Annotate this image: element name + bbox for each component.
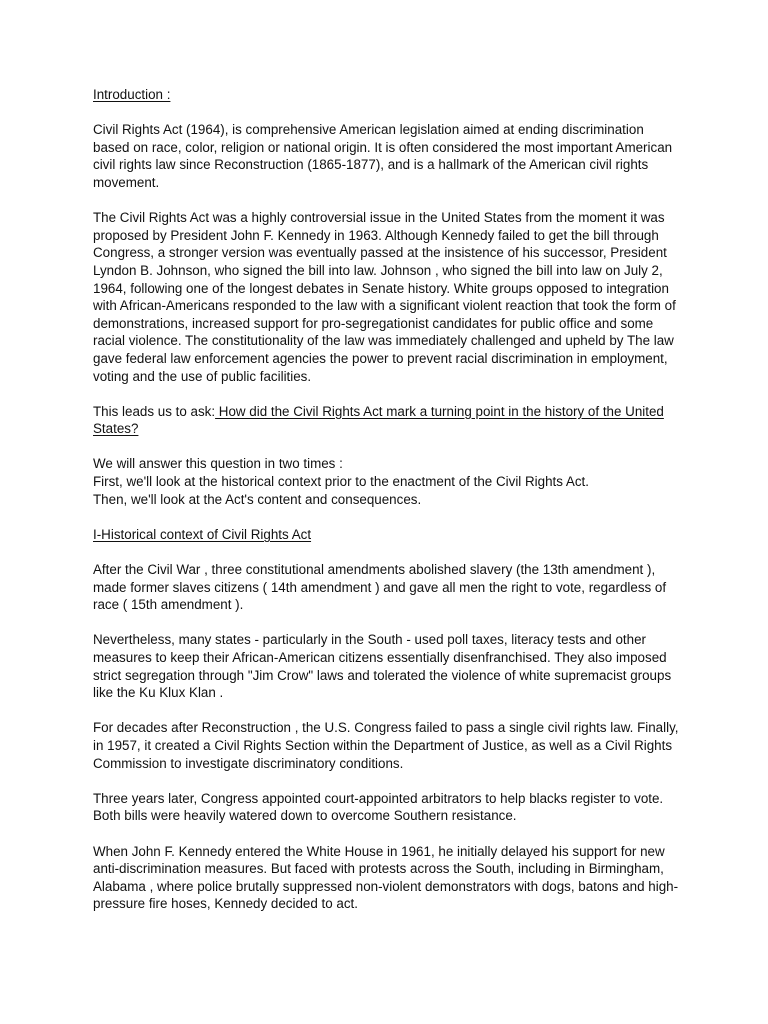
question-text: How did the Civil Rights Act mark a turning point in the history of the United States? [93, 403, 664, 437]
paragraph-south: Nevertheless, many states - particularly in the South - used poll taxes, literacy tests and other measures to keep their African-American citizens essentially disenfranchised. They also imposed strict segregation through "Jim Crow" laws and tolerated the violence of white supremacist groups like the Ku Klux Klan . [93, 632, 672, 701]
document-page [93, 86, 683, 931]
paragraph-intro: Civil Rights Act (1964), is comprehensive American legislation aimed at ending discrimination based on race, color, religion or national origin. It is often considered the most important American civil rights law since Reconstruction (1865-1877), and is a hallmark of the American civil rights movement. [93, 122, 673, 190]
paragraph-amendments: After the Civil War , three constitutional amendments abolished slavery (the 13th amendment ), made former slaves citizens ( 14th amendment ) and gave all men the right to vote, regardless of race ( 15th amendment ). [93, 562, 667, 613]
section-1-heading [93, 526, 683, 544]
plan-line-2: First, we'll look at the historical context prior to the enactment of the Civil Rights Act. [93, 474, 589, 490]
intro-heading-text: Introduction : [93, 87, 171, 102]
question-lead: This leads us to ask: [93, 403, 216, 419]
plan-block [93, 455, 683, 508]
plan-line-3: Then, we'll look at the Act's content and consequences. [93, 491, 422, 507]
paragraph-arbitrators: Three years later, Congress appointed court-appointed arbitrators to help blacks register to vote. Both bills were heavily watered down to overcome Southern resistance. [93, 790, 664, 824]
paragraph-congress: For decades after Reconstruction , the U.S. Congress failed to pass a single civil rights law. Finally, in 1957, it created a Civil Rights Section within the Department of Justice, as well as a Civil Rights Commission to investigate discriminatory conditions. [93, 720, 679, 771]
paragraph-kennedy: When John F. Kennedy entered the White House in 1961, he initially delayed his support for new anti-discrimination measures. But faced with protests across the South, including in Birmingham, Alabama , where police brutally suppressed non-violent demonstrators with dogs, batons and high-pressure fire hoses, Kennedy decided to act. [93, 843, 679, 912]
research-question [93, 403, 683, 438]
section-1-heading-text: I-Historical context of Civil Rights Act [93, 526, 312, 542]
plan-line-1: We will answer this question in two times : [93, 456, 343, 472]
intro-heading [93, 86, 683, 104]
paragraph-controversy: The Civil Rights Act was a highly controversial issue in the United States from the moment it was proposed by President John F. Kennedy in 1963. Although Kennedy failed to get the bill through Congress, a stronger version was eventually passed at the insistence of his successor, President Lyndon B. Johnson, who signed the bill into law. Johnson , who signed the bill into law on July 2, 1964, following one of the longest debates in Senate history. White groups opposed to integration with African-Americans responded to the law with a significant violent reaction that took the form of demonstrations, increased support for pro-segregationist candidates for public office and some racial violence. The constitutionality of the law was immediately challenged and upheld by The law gave federal law enforcement agencies the power to prevent racial discrimination in employment, voting and the use of public facilities. [93, 210, 676, 384]
